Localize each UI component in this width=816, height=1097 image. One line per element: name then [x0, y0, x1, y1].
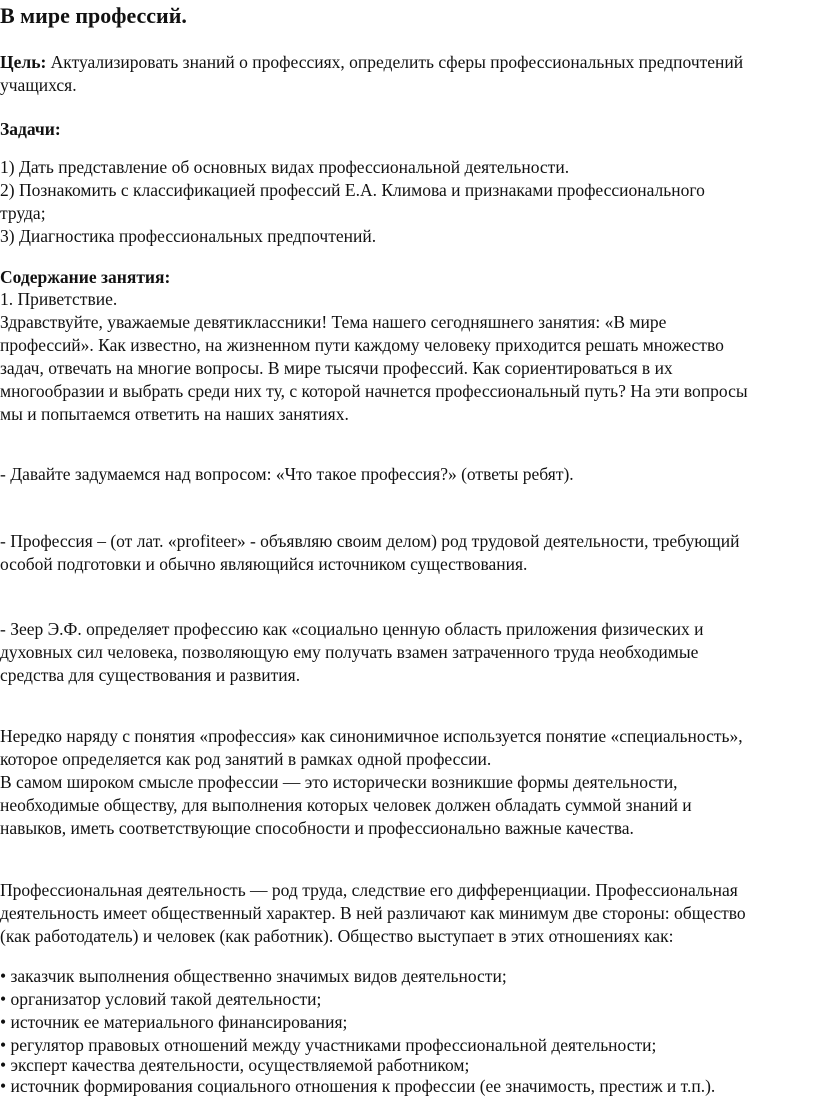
specialty-line: В самом широком смысле профессии — это исторически возникшие формы деятельности, — [0, 772, 678, 792]
zeer-quote-line: духовных сил человека, позволяющую ему получать взамен затраченного труда необходимые — [0, 642, 699, 662]
activity-line: деятельность имеет общественный характер. В ней различают как минимум две стороны: общество — [0, 903, 746, 923]
goal-line — [0, 51, 743, 73]
intro-line: Здравствуйте, уважаемые девятиклассники! Тема нашего сегодняшнего занятия: «В мире — [0, 312, 667, 332]
bullet-item: • источник ее материального финансирования; — [0, 1012, 348, 1032]
definition-line: - Профессия – (от лат. «profiteer» - объявляю своим делом) род трудовой деятельности, требующий — [0, 531, 740, 551]
task-item: труда; — [0, 203, 46, 223]
content-heading: Содержание занятия: — [0, 267, 171, 287]
bullet-item: • источник формирования социального отношения к профессии (ее значимость, престиж и т.п.). — [0, 1076, 716, 1096]
goal-text-continued: учащихся. — [0, 75, 77, 95]
greeting-item: 1. Приветствие. — [0, 289, 118, 309]
bullet-item: • регулятор правовых отношений между участниками профессиональной деятельности; — [0, 1035, 657, 1055]
specialty-line: Нередко наряду с понятия «профессия» как синонимичное используется понятие «специальность», — [0, 726, 743, 746]
activity-line: (как работодатель) и человек (как работник). Общество выступает в этих отношениях как: — [0, 926, 674, 946]
bullet-item: • заказчик выполнения общественно значимых видов деятельности; — [0, 966, 507, 986]
bullet-item: • эксперт качества деятельности, осуществляемой работником; — [0, 1055, 470, 1075]
activity-line: Профессиональная деятельность — род труда, следствие его дифференциации. Профессиональная — [0, 880, 738, 900]
specialty-line: которое определяется как род занятий в рамках одной профессии. — [0, 749, 492, 769]
task-item: 1) Дать представление об основных видах профессиональной деятельности. — [0, 157, 570, 177]
goal-text: Актуализировать знаний о профессиях, определить сферы профессиональных предпочтений — [46, 52, 744, 72]
document-title: В мире профессий. — [0, 3, 187, 28]
zeer-quote-line: - Зеер Э.Ф. определяет профессию как «социально ценную область приложения физических и — [0, 619, 704, 639]
definition-line: особой подготовки и обычно являющийся источником существования. — [0, 554, 528, 574]
intro-line: задач, отвечать на многие вопросы. В мире тысячи профессий. Как сориентироваться в их — [0, 358, 673, 378]
question-line: - Давайте задумаемся над вопросом: «Что такое профессия?» (ответы ребят). — [0, 464, 574, 484]
task-item: 3) Диагностика профессиональных предпочтений. — [0, 226, 377, 246]
task-item: 2) Познакомить с классификацией профессий Е.А. Климова и признаками профессионального — [0, 180, 705, 200]
goal-label: Цель: — [0, 52, 47, 72]
tasks-heading: Задачи: — [0, 119, 61, 139]
intro-line: мы и попытаемся ответить на наших занятиях. — [0, 404, 349, 424]
specialty-line: навыков, иметь соответствующие способности и профессионально важные качества. — [0, 818, 634, 838]
specialty-line: необходимые обществу, для выполнения которых человек должен обладать суммой знаний и — [0, 795, 692, 815]
intro-line: многообразии и выбрать среди них ту, с которой начнется профессиональный путь? На эти вопросы — [0, 381, 748, 401]
bullet-item: • организатор условий такой деятельности; — [0, 989, 322, 1009]
intro-line: профессий». Как известно, на жизненном пути каждому человеку приходится решать множество — [0, 335, 724, 355]
zeer-quote-line: средства для существования и развития. — [0, 665, 301, 685]
